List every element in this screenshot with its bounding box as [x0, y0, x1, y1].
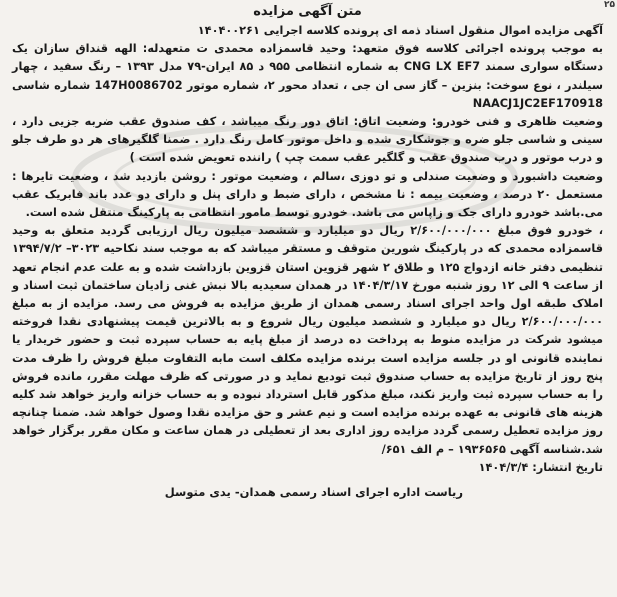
interior-condition-paragraph: وضعیت داشبورد و وضعیت صندلی و تو دوزی ،سالم ، وضعیت موتور : روشن بازدید شد ، وضعیت تایرها : مستعمل ۲۰ درصد ، وضعیت بیمه : نا مشخص ، دارای ضبط و دارای پنل و دارای دو عدد باند فابریک عقب می.باشد خودرو دارای جک و زاپاس می باشد. خودرو توسط مامور انتظامی به پارکینگ منتقل شده است. [12, 169, 603, 220]
notice-title: متن آگهی مزایده [253, 4, 362, 19]
corner-mark: ۲۵ [604, 0, 615, 10]
auction-terms-paragraph: ، خودرو فوق مبلغ ۲/۶۰۰/۰۰۰/۰۰۰ ریال دو میلیارد و ششصد میلیون ریال ارزیابی گردید متعلق به وحید قاسمزاده محمدی که در پارکینگ شورین متوقف و مستقر میباشد که به موجب سند نکاحیه ۳۰۲۳– ۱۳۹۴/۷/۲ تنظیمی دفتر خانه ازدواج ۱۲۵ و طلاق ۲ شهر قزوین استان قزوین بازداشت شده و به علت عدم انجام تعهد از ساعت ۹ الی ۱۲ روز شنبه مورخ ۱۴۰۴/۳/۱۷ در همدان سعیدیه بالا نبش غنی زادیان ساختمان ثبت اسناد و املاک طبقه اول واحد اجرای اسناد رسمی همدان از طریق مزایده به فروش می رسد. مزایده از به مبلغ ۲/۶۰۰/۰۰۰/۰۰۰ ریال دو میلیارد و ششصد میلیون ریال شروع و به بالاترین قیمت پیشنهادی نقدا فروخته میشود شرکت در مزایده منوط به پرداخت ده درصد از مبلغ پایه به حساب سپرده ثبت و حضور خریدار یا نماینده قانونی او در جلسه مزایده است برنده مزایده مکلف است مابه التفاوت مبلغ فروش را ظرف مدت پنج روز از تاریخ مزایده به حساب صندوق ثبت تودیع نماید و در صورتی که ظرف مهلت مقرر، مانده فروش را به حساب سپرده ثبت واریز نکند، مبلغ مذکور قابل استرداد نبوده و به حساب خزانه واریز خواهد شد کلیه هزینه های قانونی به عهده برنده مزایده است و نیم عشر و حق مزایده نقدا وصول خواهد شد. ضمنا چنانچه روز مزایده تعطیل رسمی گردد مزایده روز اداری بعد از تعطیلی در همان ساعت و مکان مقرر برگزار خواهد شد.شناسه آگهی ۱۹۳۶۵۶۵ – م الف ۶۵۱/ [12, 224, 604, 456]
notice-body [12, 22, 603, 477]
publish-date: تاریخ انتشار: ۱۴۰۴/۳/۴ [478, 460, 603, 474]
case-details-paragraph: به موجب پرونده اجرائی کلاسه فوق متعهد: وحید قاسمزاده محمدی ت متعهدله: الهه قنداق سازان یک دستگاه سواری سمند CNG LX EF7 به شماره انتظامی ۹۵۵ د ۸۵ ایران-۷۹ مدل ۱۳۹۳ – رنگ سفید ، چهار سیلندر ، نوع سوخت: بنزین – گاز سی ان جی ، تعداد محور ۲، شماره موتور 147H0086702 شماره شاسی NAACJ1JC2EF170918 [12, 42, 604, 110]
signature-line: ریاست اداره اجرای اسناد رسمی همدان- یدی متوسل [164, 485, 463, 500]
vehicle-condition-paragraph: وضعیت ظاهری و فنی خودرو: وضعیت اتاق: اتاق دور رنگ میباشد ، کف صندوق عقب ضربه جزیی دارد ، سینی و شاسی جلو ضره و جوشکاری شده و داخل موتور کامل رنگ دارد . ضمنا گلگیرهای هر دو طرف جلو و درب موتور و درب صندوق عقب و گلگیر عقب سمت چپ ) راننده تعویض شده است ) [12, 115, 603, 165]
notice-heading-line: آگهی مزایده اموال منقول اسناد ذمه ای پرونده کلاسه اجرایی ۱۴۰۴۰۰۲۶۱ [197, 24, 603, 37]
